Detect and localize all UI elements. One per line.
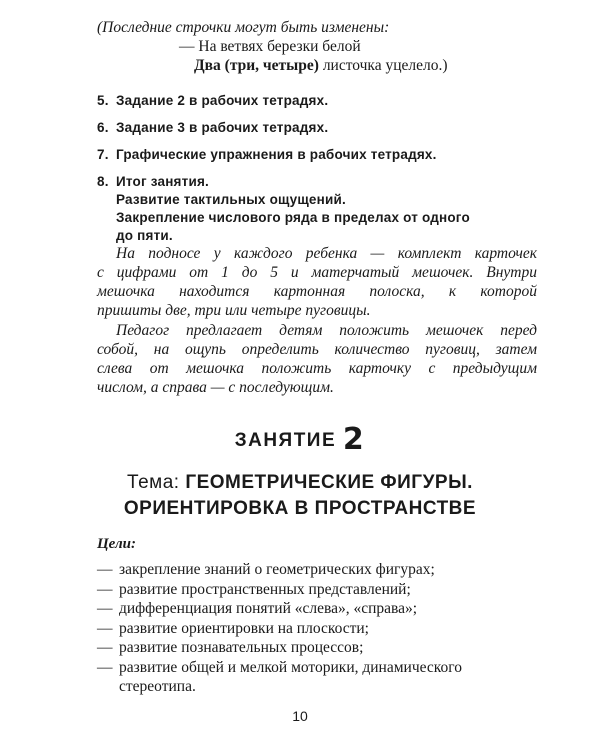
list-item [97,599,537,619]
list-item [97,580,537,600]
list-item [97,619,537,639]
intro-note [97,18,537,75]
task-item [97,146,537,164]
goal-text: развитие ориентировки на плоскости; [119,619,369,637]
summary-line: Закрепление числового ряда в пределах от одного [116,210,470,225]
paragraph-line: числом, а справа — с последующим. [97,379,334,396]
paragraph-line: На подносе у каждого ребенка — комплект карточек [116,245,537,262]
list-item [97,638,537,658]
paragraph-teacher [97,321,537,397]
paragraph-line: слева от мешочка положить карточку с предыдущим [97,360,537,377]
dash: — [97,600,113,617]
goal-text: дифференциация понятий «слева», «справа»; [119,600,418,617]
note-line-3-rest: листочка уцелело.) [318,57,448,74]
task-item [97,92,537,110]
task-text: Графические упражнения в рабочих тетрадях. [116,147,437,162]
topic-label: Тема: [127,472,186,493]
summary-item [97,173,537,245]
dash: — [97,658,113,676]
topic-heading [0,470,600,522]
goals-list [97,560,537,697]
task-number: 6. [97,120,109,135]
dash: — [97,619,113,637]
note-line-2: — На ветвях березки белой [179,38,361,55]
list-item [97,658,537,678]
list-item [97,560,537,580]
paragraph-line: мешочка находится картонная полоска, к которой [97,283,537,300]
lesson-heading [0,422,600,457]
topic-line-1: ГЕОМЕТРИЧЕСКИЕ ФИГУРЫ. [185,472,473,493]
task-number: 5. [97,93,109,108]
note-line-1: (Последние строчки могут быть изменены: [97,19,390,36]
paragraph-line: пришиты две, три или четыре пуговицы. [97,302,371,319]
goal-text: развитие общей и мелкой моторики, динамического [119,658,462,676]
dash: — [97,561,113,578]
topic-line-2: ОРИЕНТИРОВКА В ПРОСТРАНСТВЕ [123,498,477,519]
goal-text: закрепление знаний о геометрических фигурах; [119,561,435,578]
note-line-3 [97,56,537,75]
paragraph-line: Педагог предлагает детям положить мешочек перед [116,322,537,339]
paragraph-line: собой, на ощупь определить количество пуговиц, затем [97,341,537,358]
goal-text: развитие пространственных представлений; [119,580,411,598]
task-text: Задание 2 в рабочих тетрадях. [116,93,329,108]
lesson-number: 2 [342,422,366,457]
summary-line: до пяти. [116,228,173,243]
task-number: 8. [97,174,109,189]
summary-title: Итог занятия. [116,174,209,189]
task-number: 7. [97,147,109,162]
goals-title: Цели: [97,536,136,552]
goal-text: развитие познавательных процессов; [119,639,364,656]
page-number: 10 [292,708,308,724]
dash: — [97,580,113,598]
lesson-label: ЗАНЯТИЕ [234,430,337,451]
dash: — [97,639,113,656]
task-list [97,92,537,254]
paragraph-tray [97,244,537,320]
task-item [97,119,537,137]
paragraph-line: с цифрами от 1 до 5 и матерчатый мешочек. Внутри [97,264,537,281]
task-text: Задание 3 в рабочих тетрадях. [116,120,329,135]
summary-line: Развитие тактильных ощущений. [116,192,346,207]
list-item-continuation: стереотипа. [119,678,196,695]
note-line-3-bold: Два (три, четыре) [194,57,319,74]
